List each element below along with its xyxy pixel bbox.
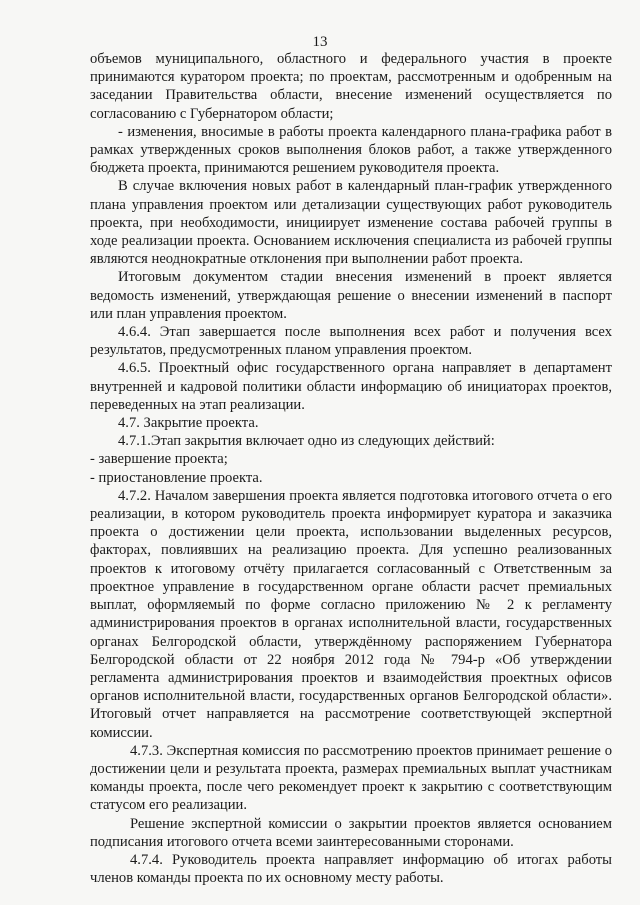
section-heading-4-7: 4.7. Закрытие проекта.: [118, 415, 259, 432]
paragraph-4-7-4: 4.7.4. Руководитель проекта направляет информацию об итогах работы членов команды проекта по их основному месту работы.: [90, 851, 612, 887]
paragraph-new-works: В случае включения новых работ в календарный план-график утвержденного плана управления проектом или детализации существующих работ руководитель проекта, при необходимости, инициирует изменение состава рабочей группы в ходе реализации проекта. Основанием исключения специалиста из рабочей группы являются неоднократные отклонения при выполнении работ проекта.: [90, 178, 612, 268]
paragraph-4-7-3: 4.7.3. Экспертная комиссия по рассмотрению проектов принимает решение о достижении цели и результата проекта, размерах премиальных выплат участникам команды проекта, после чего рекомендует проект к закрытию с соответствующим статусом его реализации.: [90, 742, 612, 814]
paragraph-list-item-changes: - изменения, вносимые в работы проекта календарного плана-графика работ в рамках утвержденных сроков выполнения блоков работ, а также утвержденного бюджета проекта, принимаются решением руководителя проекта.: [90, 123, 612, 177]
paragraph-4-6-5: 4.6.5. Проектный офис государственного органа направляет в департамент внутренней и кадровой политики области информацию об инициаторах проектов, переведенных на этап реализации.: [90, 360, 612, 413]
paragraph-4-7-1: 4.7.1.Этап закрытия включает одно из следующих действий:: [118, 433, 495, 450]
paragraph-final-document: Итоговым документом стадии внесения изменений в проект является ведомость изменений, утверждающая решение о внесении изменений в паспорт или план управления проектом.: [90, 269, 612, 322]
paragraph-4-6-4: 4.6.4. Этап завершается после выполнения всех работ и получения всех результатов, предусмотренных планом управления проектом.: [90, 324, 612, 359]
paragraph-continuation: объемов муниципального, областного и федерального участия в проекте принимаются куратором проекта; по проектам, рассмотренным и одобренным на заседании Правительства области, внесение изменений осуществляется по согласованию с Губернатором области;: [90, 51, 612, 122]
paragraph-4-7-2: 4.7.2. Началом завершения проекта является подготовка итогового отчета о его реализации, в котором руководитель проекта информирует куратора и заказчика проекта о достижении цели проекта, использовании выделенных ресурсов, факторах, повлиявших на реализацию проекта. Для успешно реализованных проектов к итоговому отчёту прилагается согласованный с Ответственным за проектное управление в государственном органе области расчет премиальных выплат, оформляемый по форме согласно приложению № 2 к регламенту администрирования проектов в органах исполнительной власти, государственных органах Белгородской области, утверждённому распоряжением Губернатора Белгородской области от 22 ноября 2012 года № 794-р «Об утверждении регламента администрирования проектов и взаимодействия проектных офисов органов исполнительной власти, государственных органов Белгородской области». Итоговый отчет направляется на рассмотрение соответствующей экспертной комиссии.: [90, 487, 612, 741]
document-body: [90, 50, 612, 887]
list-item-completion: - завершение проекта;: [90, 451, 228, 468]
paragraph-commission-decision: Решение экспертной комиссии о закрытии проектов является основанием подписания итогового отчета всеми заинтересованными сторонами.: [90, 815, 612, 850]
page-number: 13: [312, 34, 328, 50]
list-item-suspension: - приостановление проекта.: [90, 469, 263, 486]
